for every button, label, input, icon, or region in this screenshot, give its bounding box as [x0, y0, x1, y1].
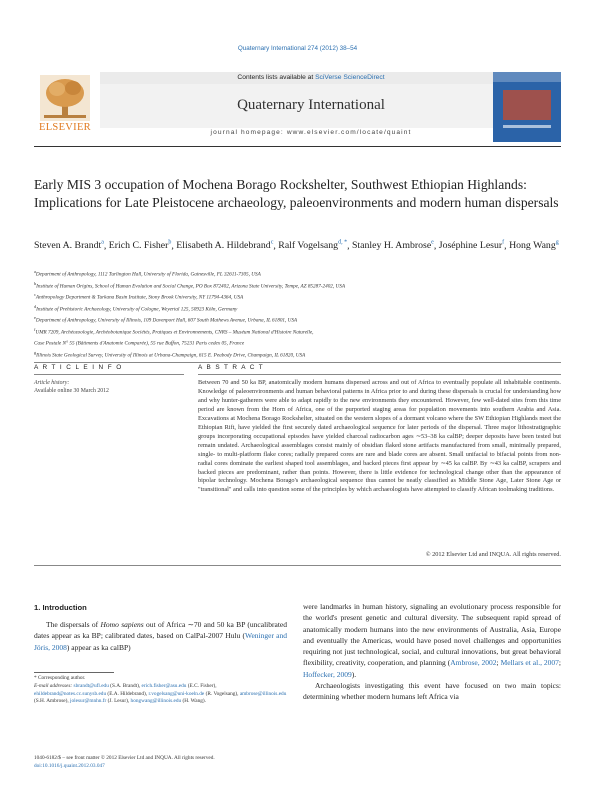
affiliation — [34, 326, 559, 338]
affiliation — [34, 268, 559, 280]
journal-cover-thumbnail — [493, 72, 561, 142]
author-affiliation-mark[interactable]: e — [431, 240, 434, 246]
affiliation-text: UMR 7209, Archéozoologie, Archéobotanique Sociétés, Pratiques et Environnements, CNRS – Muséum National d'Histoire Naturelle, — [35, 329, 314, 336]
author-name: Joséphine Lesur — [438, 240, 503, 252]
citation-link-hoffecker[interactable]: Hoffecker, 2009 — [303, 669, 352, 679]
author[interactable] — [439, 240, 504, 251]
introduction-heading: 1. Introduction — [34, 603, 87, 612]
footnotes — [34, 675, 287, 706]
author-name: Steven A. Brandt — [34, 240, 102, 252]
affiliation — [34, 314, 559, 326]
intro-right-paragraph-2: Archaeologists investigating this event have focused on two main topics: determining whether modern humans left Africa via — [303, 681, 561, 702]
citation-link-mellars[interactable]: Mellars et al., 2007 — [500, 658, 559, 668]
homepage-prefix: journal homepage: — [210, 129, 287, 136]
elsevier-logo[interactable] — [34, 72, 96, 138]
info-subrule — [34, 374, 184, 375]
homepage-link[interactable]: www.elsevier.com/locate/quaint — [286, 129, 412, 136]
abstract-end-rule — [34, 565, 561, 566]
journal-homepage — [100, 129, 522, 136]
email-owner: (S.A. Brandt), — [108, 682, 142, 689]
intro-species: Homo sapiens — [100, 620, 144, 629]
header-rule — [34, 146, 561, 147]
email-owner: (S.H. Ambrose), — [34, 698, 71, 705]
intro-right-end: ). — [351, 669, 357, 679]
author-affiliation-mark[interactable]: d, * — [338, 240, 348, 246]
cover-image — [503, 90, 551, 120]
email-owner: (J. Lesur), — [106, 698, 131, 705]
email-link[interactable]: erich.fisher@asu.edu — [141, 682, 187, 689]
citation-link-ambrose[interactable]: Ambrose, 2002 — [450, 658, 497, 668]
intro-right-sep-1: ; — [496, 658, 501, 668]
bottom-info — [34, 755, 287, 770]
author-affiliation-mark[interactable]: a — [101, 240, 104, 246]
affiliation-text: Department of Anthropology, University of Illinois, 109 Davenport Hall, 607 South Mathews Avenue, Urbana, IL 61801, USA — [35, 317, 298, 324]
sciencedirect-link[interactable]: SciVerse ScienceDirect — [315, 74, 385, 81]
affiliation — [34, 337, 559, 349]
affiliation-mark: d — [34, 303, 37, 309]
abstract-text: Between 70 and 50 ka BP, anatomically modern humans dispersed across and out of Africa to eventually populate all inhabitable continents. Knowledge of paleoenvironments and human behavioral patterns in Africa prior to and during these dispersals is crucial for understanding how and why hunter-gatherers were able to adapt rapidly to the new environments they encountered. However, few well-dated sites from this time period are known from the Horn of Africa, one of the purported staging areas for population movements into southern Arabia and Asia. Excavations at Mochena Borago Rockshelter, situated on the western slopes of a dormant volcano where the SW Ethiopian Highlands meet the Ethiopian Rift, have yielded the first securely dated archaeological sequence for later periods of the dispersal. Three major lithostratigraphic groups incorporating occupational episodes have yielded charcoal radiocarbon ages ∼53–38 ka calBP; deeper deposits have been tested but remain undated. Archaeological assemblages consist mainly of obsidian flaked stone artifacts manufactured from small, minimally prepared, single- to multi-platform flake cores; radially prepared cores are rare and blade cores are absent. Small unifacial to bifacial points from non-radial cores dominate the earliest shaped tool assemblages, and backed pieces first appear by ∼45 ka calBP. By ∼43 ka calBP, scrapers and backed pieces are predominant, rather than points. However, there is little evidence for technological change other than the appearance of bipolar technology. Mochena Borago's archaeological sequence thus cannot be neatly classified as Middle Stone Age, Later Stone Age or "transitional" and calls into question some of the principles by which archaeologists have attempted to classify African toolmaking traditions. — [198, 379, 561, 494]
author[interactable] — [352, 240, 434, 251]
cover-bar — [503, 125, 551, 128]
journal-banner — [100, 72, 522, 142]
author[interactable] — [509, 240, 559, 251]
author[interactable] — [176, 240, 273, 251]
affiliation — [34, 349, 559, 361]
affiliation-list — [34, 268, 559, 360]
article-info — [34, 379, 184, 395]
author[interactable] — [278, 240, 347, 251]
email-owner: (R. Vogelsang), — [204, 690, 240, 697]
affiliation — [34, 291, 559, 303]
intro-right-sep-2: ; — [558, 658, 561, 668]
publisher-logo-text: ELSEVIER — [39, 122, 91, 133]
author-affiliation-mark[interactable]: g — [555, 240, 559, 246]
available-online: Available online 30 March 2012 — [34, 388, 109, 394]
email-owner: (H. Wang). — [181, 698, 206, 705]
affiliation-text: Institute of Prehistoric Archaeology, University of Cologne, Weyertal 125, 50923 Köln, Germany — [36, 306, 238, 313]
article-title: Early MIS 3 occupation of Mochena Borago Rockshelter, Southwest Ethiopian Highlands: Implications for Late Pleistocene archaeology, paleoenvironments and modern human dispersals — [34, 177, 559, 210]
tree-icon — [40, 75, 90, 121]
email-addresses — [34, 683, 287, 706]
author-name: Erich C. Fisher — [108, 240, 169, 252]
article-history-label: Article history: — [34, 380, 70, 386]
cover-band — [493, 72, 561, 82]
affiliation-mark: b — [34, 280, 37, 286]
affiliation — [34, 280, 559, 292]
journal-citation[interactable]: Quaternary International 274 (2012) 38–54 — [237, 45, 358, 52]
info-rule — [34, 362, 561, 363]
affiliation-text: Anthropology Department & Turkana Basin Institute, Stony Brook University, NY 11794-4364, USA — [35, 294, 244, 301]
journal-title: Quaternary International — [237, 97, 385, 113]
affiliation-text: Case Postale N° 55 (Bâtiments d'Anatomie Comparée), 55 rue Buffon, 75231 Paris cedex 05, France — [34, 340, 245, 347]
footnote-rule — [34, 672, 114, 673]
author-name: Ralf Vogelsang — [278, 240, 339, 252]
intro-text-a: The dispersals of — [46, 620, 101, 629]
author-affiliation-mark[interactable]: f — [502, 240, 505, 246]
author[interactable] — [34, 240, 104, 251]
author-name: Stanley H. Ambrose — [351, 240, 432, 252]
affiliation-mark: f — [34, 326, 36, 332]
intro-right-paragraph-1 — [303, 601, 561, 680]
affiliation-mark: a — [34, 269, 36, 274]
intro-right-text-a: were landmarks in human history, signaling an evolutionary process responsible for the world's present genetic and cultural diversity. The subsequent rapid spread of anatomically modern humans into the new environments of Australia, Asia, Europe and eventually the Americas, would have posed novel challenges and opportunities requiring not just technological, social, and cultural innovations, but great behavioral flexibility, creativity, cooperation, and planning ( — [303, 602, 561, 668]
affiliation-text: Institute of Human Origins, School of Human Evolution and Social Change, PO Box 872402, Arizona State University, Tempe, AZ 85287-2402, USA — [36, 283, 346, 290]
journal-title-box — [100, 84, 522, 128]
author-name: Hong Wang — [509, 240, 556, 252]
abstract-heading: A B S T R A C T — [198, 364, 265, 371]
author-affiliation-mark[interactable]: c — [270, 240, 274, 246]
intro-text-b: out of Africa ∼70 and 50 ka BP (uncalibrated dates appear as ka BP; calibrated dates, based on CalPal-2007 Hulu ( — [34, 620, 287, 641]
email-link[interactable]: jolesur@mnhn.fr — [70, 698, 107, 705]
abstract-subrule — [198, 374, 561, 375]
intro-text-c: ) appear as ka calBP) — [66, 642, 131, 652]
email-link[interactable]: ambrose@illinois.edu — [239, 690, 287, 697]
author-affiliation-mark[interactable]: b — [168, 240, 172, 246]
affiliation-mark: c — [34, 292, 36, 298]
introduction-right-text — [303, 601, 561, 703]
article-info-heading: A R T I C L E I N F O — [34, 364, 123, 371]
email-link[interactable]: ehildebrand@notes.cc.sunysb.edu — [34, 690, 107, 697]
introduction-left-text — [34, 619, 287, 653]
email-link[interactable]: sbrandt@ufl.edu — [73, 682, 109, 689]
affiliation-mark: g — [34, 349, 37, 355]
affiliation — [34, 303, 559, 315]
email-owner: (E.C. Fisher), — [186, 682, 217, 689]
contents-line — [100, 72, 522, 84]
email-link[interactable]: r.vogelsang@uni-koeln.de — [148, 690, 205, 697]
affiliation-text: Department of Anthropology, 1112 Turlington Hall, University of Florida, Gainesville, FL 32611-7305, USA — [35, 271, 261, 278]
email-label: E-mail addresses: — [34, 682, 73, 689]
contents-prefix: Contents lists available at — [237, 74, 316, 81]
author-list: Steven A. Brandt$^a$, Erich C. Fisher$^b$, Elisabeth A. Hildebrand$^c$, Ralf Vogelsang$^{d, *}$, Stanley H. Ambrose$^e$, Joséphine Lesur$^f$, Hong Wang$^g$ — [34, 240, 559, 252]
abstract-copyright: © 2012 Elsevier Ltd and INQUA. All rights reserved. — [425, 551, 561, 558]
corresponding-author-note: * Corresponding author. — [34, 675, 86, 681]
doi-link[interactable]: doi:10.1016/j.quaint.2012.03.047 — [34, 762, 105, 769]
journal-header — [34, 72, 522, 142]
author-name: Elisabeth A. Hildebrand — [176, 240, 271, 252]
affiliation-text: Illinois State Geological Survey, University of Illinois at Urbana-Champaign, 615 E. Peabody Drive, Champaign, IL 61820, USA — [36, 352, 306, 359]
email-link[interactable]: hongwang@illinois.edu — [130, 698, 182, 705]
affiliation-mark: e — [34, 315, 36, 321]
author[interactable] — [109, 240, 172, 251]
email-owner: (E.A. Hildebrand), — [106, 690, 149, 697]
issn-line: 1040-6182/$ – see front matter © 2012 Elsevier Ltd and INQUA. All rights reserved. — [34, 755, 215, 761]
citation-link-weninger[interactable]: Weninger and Jöris, 2008 — [34, 631, 287, 652]
